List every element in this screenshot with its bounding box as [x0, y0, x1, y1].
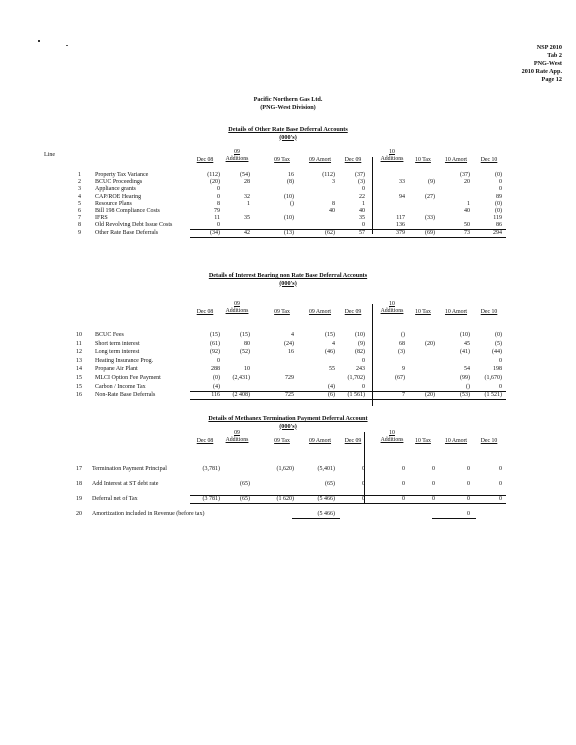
table-cell: (82) [355, 349, 365, 356]
table-cell: (65) [325, 481, 335, 487]
table-cell: (1 521) [484, 392, 502, 399]
table-cell: 4 [291, 332, 294, 338]
table-cell: 89 [496, 193, 502, 200]
table-cell: (20) [425, 340, 435, 347]
reference-line: Page 12 [541, 76, 562, 83]
table-cell: 0 [362, 222, 365, 229]
total-rule-above [190, 495, 506, 496]
table-cell: (4) [328, 383, 335, 390]
table-cell: 20 [464, 179, 470, 186]
line-number: 13 [76, 357, 82, 364]
column-header: 10 Tax [415, 157, 431, 163]
table-cell: 40 [359, 208, 365, 214]
table-cell: 0 [432, 481, 435, 487]
table-cell: (33) [425, 215, 435, 222]
table-cell: (9) [358, 340, 365, 347]
table-cell: (3) [398, 349, 405, 356]
row-label: Property Tax Variance [95, 172, 149, 178]
line-number: 19 [76, 496, 82, 502]
reference-line: Tab 2 [547, 52, 562, 59]
section3-title: Details of Methanex Termination Payment Deferral Account (000's) [208, 415, 368, 430]
table-cell: 0 [362, 186, 365, 193]
table-cell: 0 [467, 496, 470, 502]
table-cell: 243 [356, 366, 365, 373]
table-cell: 0 [432, 496, 435, 502]
table-cell: (37) [460, 172, 470, 178]
table-cell: 0 [432, 466, 435, 472]
table-cell: (34) [210, 229, 220, 236]
total-rule-above [190, 229, 506, 230]
reference-line: PNG-West [533, 60, 562, 67]
column-header: 10 Additions [380, 149, 404, 162]
table-cell: 3 [332, 179, 335, 186]
table-cell: (27) [425, 193, 435, 200]
table-cell: (0) [495, 172, 502, 178]
table-cell: () [401, 332, 405, 338]
column-header: 10 Additions [380, 301, 404, 314]
table-cell: (3,781) [202, 466, 220, 472]
table-cell: 729 [285, 375, 294, 381]
column-header: 09 Tax [274, 157, 290, 163]
table-cell: 35 [244, 215, 250, 222]
table-cell: 0 [362, 357, 365, 364]
table-cell: (5,401) [317, 466, 335, 472]
table-cell: (9) [428, 179, 435, 186]
table-cell: (65) [240, 481, 250, 487]
table-cell: 50 [464, 222, 470, 229]
table-cell: 32 [244, 193, 250, 200]
line-number: 1 [78, 172, 81, 178]
table-cell: (6) [328, 392, 335, 399]
table-cell: 0 [217, 186, 220, 193]
table-cell: 94 [399, 193, 405, 200]
table-cell: (2,431) [232, 375, 250, 381]
column-header: 09 Additions [225, 149, 249, 162]
row-label: Long term interest [95, 349, 140, 356]
scan-speck [66, 45, 68, 46]
table-cell: (5) [495, 340, 502, 347]
table-cell: (53) [460, 392, 470, 399]
table-cell: (46) [325, 349, 335, 356]
table-cell: 68 [399, 340, 405, 347]
document-reference [522, 44, 562, 84]
table-cell: 0 [402, 481, 405, 487]
table-cell: 0 [499, 179, 502, 186]
table-cell: (15) [325, 332, 335, 338]
row-label: Amortization included in Revenue (before tax) [92, 511, 205, 517]
row-label: BCUC Fees [95, 332, 124, 338]
table-cell: (1 620) [276, 496, 294, 502]
total-rule-below [190, 237, 506, 238]
table-cell: (112) [322, 172, 335, 178]
table-cell: 33 [399, 179, 405, 186]
column-header: 10 Additions [380, 430, 404, 443]
column-header: 09 Amort [308, 438, 332, 444]
table-cell: 294 [493, 229, 502, 236]
table-cell: (0) [495, 200, 502, 207]
row-label: Other Rate Base Deferrals [95, 229, 159, 236]
column-header: 10 Tax [415, 309, 431, 315]
table-cell: 8 [332, 200, 335, 207]
reference-line: 2010 Rate App. [521, 68, 562, 75]
table-cell: (10) [355, 332, 365, 338]
line-number: 6 [78, 208, 81, 214]
table-cell: (20) [210, 179, 220, 186]
table-cell: (92) [210, 349, 220, 356]
table-cell: 11 [214, 215, 220, 222]
table-cell: (15) [210, 332, 220, 338]
row-label: Deferral net of Tax [92, 496, 138, 502]
division-name: (PNG-West Division) [260, 104, 316, 111]
amortization-rule [432, 518, 476, 519]
table-cell: 0 [467, 481, 470, 487]
table-cell: 1 [362, 200, 365, 207]
table-cell: 80 [244, 340, 250, 347]
table-cell: 0 [499, 466, 502, 472]
scan-speck [38, 40, 40, 42]
table-cell: (67) [395, 375, 405, 381]
line-number: 15 [76, 375, 82, 381]
table-cell: 0 [402, 496, 405, 502]
table-cell: 35 [359, 215, 365, 222]
row-label: Short term interest [95, 340, 140, 347]
table-cell: 117 [396, 215, 405, 222]
total-rule-below [190, 399, 506, 400]
column-header: Dec 10 [480, 157, 498, 163]
table-cell: 725 [285, 392, 294, 399]
table-cell: 22 [359, 193, 365, 200]
table-cell: (65) [240, 496, 250, 502]
row-label: Non-Rate Base Deferrals [95, 392, 156, 399]
table-cell: (0) [495, 208, 502, 214]
amortization-rule [292, 518, 340, 519]
table-cell: 0 [499, 481, 502, 487]
table-cell: 0 [362, 481, 365, 487]
column-header: Dec 09 [344, 309, 362, 315]
table-cell: () [290, 200, 294, 207]
column-header: Dec 10 [480, 309, 498, 315]
table-cell: 4 [332, 340, 335, 347]
line-number: 18 [76, 481, 82, 487]
table-cell: 8 [217, 200, 220, 207]
table-cell: (69) [425, 229, 435, 236]
row-label: Propane Air Plant [95, 366, 138, 373]
table-cell: 0 [217, 357, 220, 364]
table-cell: (10) [284, 215, 294, 222]
table-cell: 0 [499, 383, 502, 390]
table-cell: (2 408) [232, 392, 250, 399]
table-cell: (5 466) [317, 511, 335, 517]
column-header: 09 Amort [308, 309, 332, 315]
table-cell: (1,702) [347, 375, 365, 381]
row-label: Termination Payment Principal [92, 466, 167, 472]
line-number: 9 [78, 229, 81, 236]
total-rule-above [190, 391, 506, 392]
table-cell: 136 [396, 222, 405, 229]
table-cell: 0 [402, 466, 405, 472]
line-number: 3 [78, 186, 81, 193]
table-cell: () [466, 383, 470, 390]
table-cell: 0 [499, 186, 502, 193]
row-label: Heating Insurance Prog. [95, 357, 154, 364]
table-cell: (5 466) [317, 496, 335, 502]
table-cell: (112) [207, 172, 220, 178]
table-cell: (1,670) [484, 375, 502, 381]
table-cell: (3 781) [202, 496, 220, 502]
table-cell: (24) [284, 340, 294, 347]
column-header: Dec 08 [196, 309, 214, 315]
table-cell: 7 [402, 392, 405, 399]
total-rule-below [190, 503, 506, 504]
table-cell: 0 [499, 357, 502, 364]
table-cell: 45 [464, 340, 470, 347]
table-cell: 16 [288, 172, 294, 178]
line-number: 10 [76, 332, 82, 338]
row-label: IFRS [95, 215, 108, 222]
table-cell: 55 [329, 366, 335, 373]
table-cell: 9 [402, 366, 405, 373]
table-cell: 40 [464, 208, 470, 214]
table-cell: 0 [499, 496, 502, 502]
line-column-label: Line [44, 152, 55, 158]
table-cell: 198 [493, 366, 502, 373]
row-label: Old Revolving Debt Issue Costs [95, 222, 173, 229]
row-label: BCUC Proceedings [95, 179, 143, 186]
line-number: 12 [76, 349, 82, 356]
table-cell: 73 [464, 229, 470, 236]
table-cell: (61) [210, 340, 220, 347]
table-cell: 42 [244, 229, 250, 236]
table-cell: 16 [288, 349, 294, 356]
table-cell: (54) [240, 172, 250, 178]
table-cell: (4) [213, 383, 220, 390]
column-header: 09 Amort [308, 157, 332, 163]
row-label: Bill 198 Compliance Costs [95, 208, 160, 214]
line-number: 5 [78, 200, 81, 207]
table-cell: (3) [358, 179, 365, 186]
line-number: 15 [76, 383, 82, 390]
row-label: Carbon / Income Tax [95, 383, 146, 390]
table-cell: 0 [467, 466, 470, 472]
column-header: Dec 09 [344, 438, 362, 444]
line-number: 2 [78, 179, 81, 186]
section2-title: Details of Interest Bearing non Rate Base Deferral Accounts (000's) [208, 272, 368, 287]
table-cell: 86 [496, 222, 502, 229]
line-number: 7 [78, 215, 81, 222]
column-header: 10 Tax [415, 438, 431, 444]
table-cell: 379 [396, 229, 405, 236]
line-number: 11 [76, 340, 82, 347]
column-header: 09 Additions [225, 301, 249, 314]
table-cell: (20) [425, 392, 435, 399]
table-cell: 0 [217, 222, 220, 229]
table-cell: 0 [362, 466, 365, 472]
table-cell: (44) [492, 349, 502, 356]
table-cell: 40 [329, 208, 335, 214]
table-cell: (13) [284, 229, 294, 236]
table-cell: 0 [362, 496, 365, 502]
line-number: 16 [76, 392, 82, 399]
column-header: 09 Tax [274, 309, 290, 315]
line-number: 20 [76, 511, 82, 517]
table-cell: 10 [244, 366, 250, 373]
column-header: 09 Additions [225, 430, 249, 443]
table-cell: (0) [495, 332, 502, 338]
table-cell: (41) [460, 349, 470, 356]
table-cell: (1,620) [276, 466, 294, 472]
table-cell: (10) [460, 332, 470, 338]
table-cell: (8) [287, 179, 294, 186]
table-cell: (15) [240, 332, 250, 338]
column-header: Dec 10 [480, 438, 498, 444]
row-label: Add Interest at ST debt rate [92, 481, 159, 487]
column-header: 09 Tax [274, 438, 290, 444]
table-cell: 288 [211, 366, 220, 373]
table-cell: (62) [325, 229, 335, 236]
company-header [0, 96, 576, 112]
table-cell: 0 [467, 511, 470, 517]
column-header: Dec 08 [196, 438, 214, 444]
column-header: Dec 08 [196, 157, 214, 163]
table-cell: 79 [214, 208, 220, 214]
row-label: Appliance grants [95, 186, 136, 193]
table-cell: 119 [493, 215, 502, 222]
section1-title: Details of Other Rate Base Deferral Accounts (000's) [228, 126, 348, 141]
line-number: 4 [78, 193, 81, 200]
column-header: 10 Amort [444, 438, 468, 444]
table-cell: (0) [213, 375, 220, 381]
column-header: Dec 09 [344, 157, 362, 163]
company-name: Pacific Northern Gas Ltd. [253, 96, 323, 103]
table-cell: 116 [211, 392, 220, 399]
column-header: 10 Amort [444, 309, 468, 315]
table-cell: (37) [355, 172, 365, 178]
line-number: 8 [78, 222, 81, 229]
row-label: Resource Plans [95, 200, 132, 207]
table-cell: (52) [240, 349, 250, 356]
table-cell: 28 [244, 179, 250, 186]
table-cell: (10) [284, 193, 294, 200]
column-header: 10 Amort [444, 157, 468, 163]
table-cell: 0 [362, 383, 365, 390]
row-label: CAP/ROE Hearing [95, 193, 142, 200]
table-cell: 1 [247, 200, 250, 207]
reference-line: NSP 2010 [536, 44, 562, 51]
table-cell: 1 [467, 200, 470, 207]
table-cell: 54 [464, 366, 470, 373]
table-cell: (99) [460, 375, 470, 381]
row-label: MLCI Option Fee Payment [95, 375, 161, 381]
table-cell: (1 561) [347, 392, 365, 399]
line-number: 14 [76, 366, 82, 373]
line-number: 17 [76, 466, 82, 472]
table-cell: 57 [359, 229, 365, 236]
table-cell: 0 [217, 193, 220, 200]
